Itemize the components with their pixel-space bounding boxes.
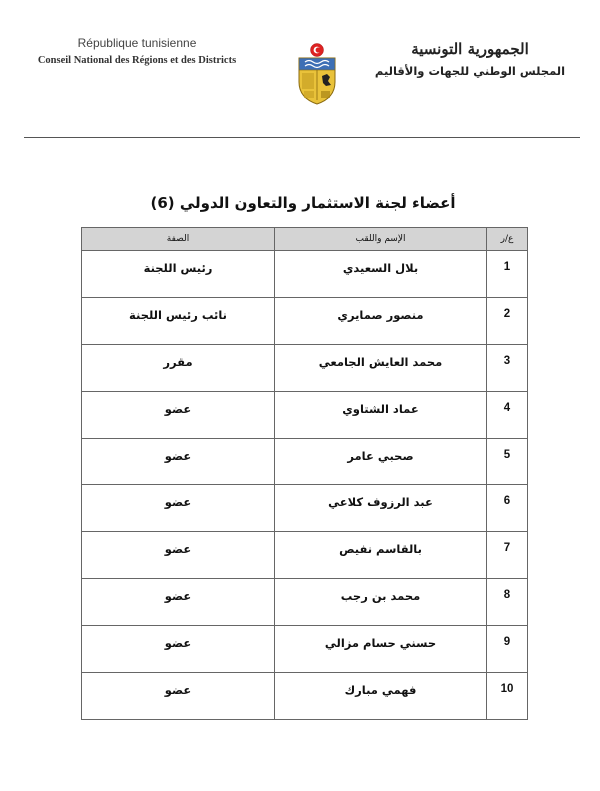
column-header-number: ع/ر (487, 228, 528, 251)
row-number: 3 (503, 354, 511, 367)
header-french (22, 36, 252, 66)
member-name: عبد الرزوف كلاعي (328, 495, 433, 510)
member-role: عضو (164, 401, 192, 416)
member-name: عماد الشتاوي (342, 401, 419, 416)
member-name: محمد بن رجب (340, 589, 421, 604)
members-table (81, 227, 528, 720)
row-number: 5 (503, 448, 511, 461)
member-role: عضو (164, 448, 192, 463)
header-fr-country: République tunisienne (77, 36, 197, 50)
member-name: محمد العايش الجامعي (318, 354, 443, 369)
member-name: حسني حسام مزالي (324, 636, 437, 651)
member-role: رئيس اللجنة (143, 261, 213, 275)
table-row (82, 673, 528, 720)
row-number: 7 (503, 542, 511, 555)
table-row (82, 438, 528, 485)
row-number: 8 (503, 589, 511, 602)
table-row (82, 579, 528, 626)
table-row (82, 344, 528, 391)
header-fr-council: Conseil National des Régions et des Districts (37, 55, 237, 66)
row-number: 4 (503, 401, 511, 414)
row-number: 9 (503, 636, 511, 649)
table-header-row (82, 228, 528, 251)
table-row (82, 485, 528, 532)
page-title: أعضاء لجنة الاستثمار والتعاون الدولي (6) (150, 194, 456, 212)
header-ar-council: المجلس الوطني للجهات والأقاليم (374, 64, 566, 78)
table-row (82, 626, 528, 673)
column-header-name: الإسم واللقب (275, 228, 487, 251)
member-name: بالقاسم نفيص (339, 542, 422, 557)
member-name: صحبي عامر (347, 448, 414, 463)
tunisia-coat-of-arms-icon (295, 42, 339, 106)
member-name: منصور صمايري (337, 307, 424, 322)
row-number: 1 (503, 261, 511, 273)
member-role: عضو (164, 495, 192, 510)
member-role: عضو (164, 636, 192, 651)
header-arabic (370, 40, 570, 78)
row-number: 2 (503, 307, 511, 320)
header-ar-country: الجمهورية التونسية (411, 40, 529, 58)
member-name: بلال السعيدي (342, 261, 419, 275)
table-row (82, 391, 528, 438)
column-header-role: الصفة (82, 228, 275, 251)
row-number: 10 (500, 683, 514, 696)
header-divider (24, 137, 580, 138)
table-row (82, 532, 528, 579)
member-role: عضو (164, 589, 192, 604)
member-role: مقرر (163, 354, 193, 369)
table-row (82, 297, 528, 344)
member-role: عضو (164, 542, 192, 557)
member-role: نائب رئيس اللجنة (129, 307, 227, 322)
member-name: فهمي مبارك (344, 683, 417, 698)
member-role: عضو (164, 683, 192, 698)
table-row (82, 251, 528, 298)
row-number: 6 (503, 495, 511, 508)
